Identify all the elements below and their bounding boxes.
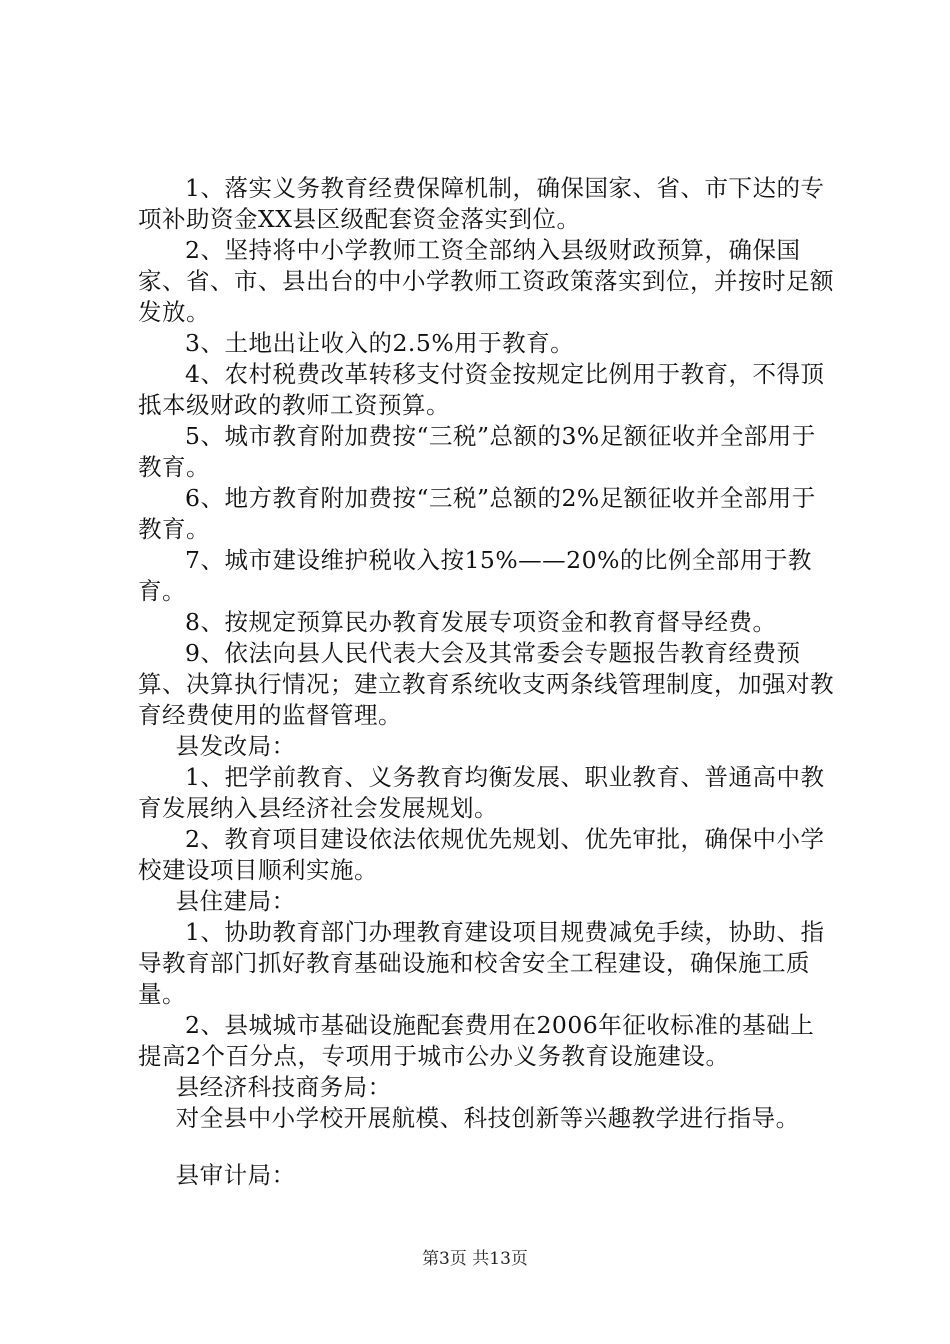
- paragraph-7: 7、城市建设维护税收入按15%——20%的比例全部用于教育。: [138, 546, 812, 605]
- paragraph-5: 5、城市教育附加费按“三税”总额的3%足额征收并全部用于教育。: [138, 422, 816, 481]
- section-heading-fagai: 县发改局：: [175, 732, 296, 760]
- paragraph-jingji-1: 对全县中小学校开展航模、科技创新等兴趣教学进行指导。: [175, 1104, 800, 1132]
- paragraph-3: 3、土地出让收入的2.5%用于教育。: [185, 329, 575, 357]
- paragraph-9: 9、依法向县人民代表大会及其常委会专题报告教育经费预算、决算执行情况；建立教育系统收支两条线管理制度，加强对教育经费使用的监督管理。: [138, 639, 834, 729]
- page-number-label: 第3页 共13页: [422, 1249, 528, 1269]
- paragraph-4: 4、农村税费改革转移支付资金按规定比例用于教育，不得顶抵本级财政的教师工资预算。: [138, 360, 825, 419]
- document-body: [138, 173, 838, 1191]
- section-heading-zhujian: 县住建局：: [175, 887, 296, 915]
- section-heading-shenji: 县审计局：: [175, 1161, 296, 1189]
- paragraph-2: 2、坚持将中小学教师工资全部纳入县级财政预算，确保国家、省、市、县出台的中小学教师工资政策落实到位，并按时足额发放。: [138, 236, 834, 326]
- paragraph-fagai-1: 1、把学前教育、义务教育均衡发展、职业教育、普通高中教育发展纳入县经济社会发展规划。: [138, 763, 825, 822]
- paragraph-zhujian-2: 2、县城城市基础设施配套费用在2006年征收标准的基础上提高2个百分点，专项用于城市公办义务教育设施建设。: [138, 1011, 815, 1070]
- page-footer: [0, 1244, 950, 1269]
- blank-line: [138, 1134, 838, 1160]
- paragraph-6: 6、地方教育附加费按“三税”总额的2%足额征收并全部用于教育。: [138, 484, 816, 543]
- paragraph-8: 8、按规定预算民办教育发展专项资金和教育督导经费。: [185, 608, 777, 636]
- paragraph-zhujian-1: 1、协助教育部门办理教育建设项目规费减免手续，协助、指导教育部门抓好教育基础设施和校舍安全工程建设，确保施工质量。: [138, 918, 825, 1008]
- paragraph-1: 1、落实义务教育经费保障机制，确保国家、省、市下达的专项补助资金XX县区级配套资金落实到位。: [138, 174, 825, 233]
- section-heading-jingji: 县经济科技商务局：: [175, 1073, 392, 1101]
- paragraph-fagai-2: 2、教育项目建设依法依规优先规划、优先审批，确保中小学校建设项目顺利实施。: [138, 825, 825, 884]
